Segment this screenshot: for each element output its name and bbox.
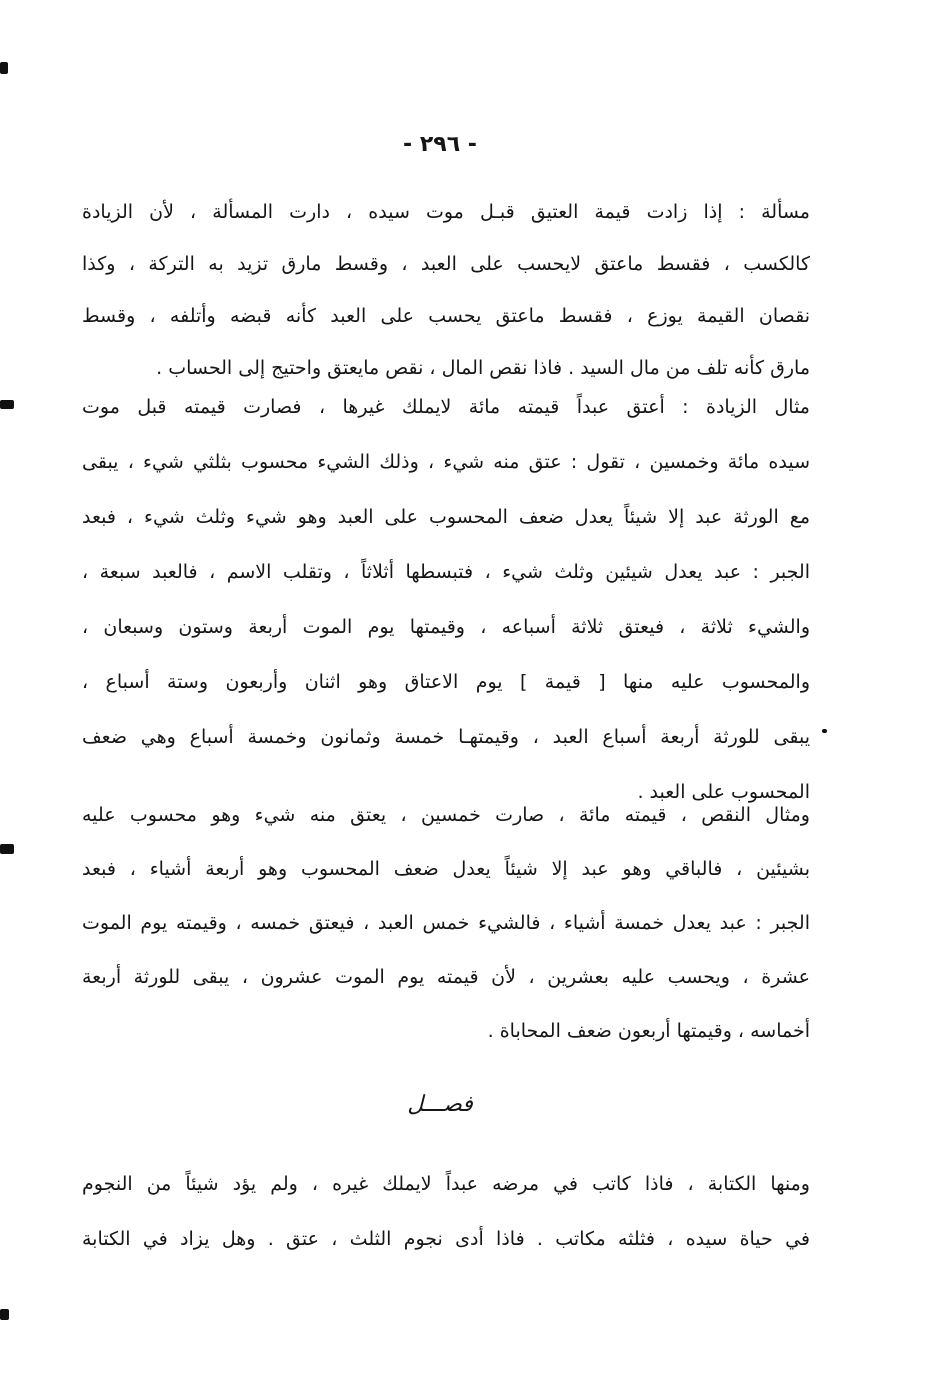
text-line: نقصان القيمة يوزع ، فقسط ماعتق يحسب على العبد كأنه قبضه وأتلفه ، وقسط bbox=[82, 305, 810, 327]
text-line: في حياة سيده ، فثلثه مكاتب . فاذا أدى نجوم الثلث ، عتق . وهل يزاد في الكتابة bbox=[82, 1228, 810, 1250]
page-number: - ٢٩٦ - bbox=[403, 132, 477, 157]
text-line: الجبر : عبد يعدل خمسة أشياء ، فالشيء خمس العبد ، فيعتق خمسه ، وقيمته يوم الموت bbox=[82, 912, 810, 934]
text-line: مارق كأنه تلف من مال السيد . فاذا نقص المال ، نقص مايعتق واحتيج إلى الحساب . bbox=[156, 357, 810, 379]
text-line: ومثال النقص ، قيمته مائة ، صارت خمسين ، يعتق منه شيء وهو محسوب عليه bbox=[82, 804, 810, 826]
scan-mark bbox=[0, 1309, 9, 1320]
text-line: مسألة : إذا زادت قيمة العتيق قبـل موت سيده ، دارت المسألة ، لأن الزيادة bbox=[82, 201, 810, 223]
paragraph-issue bbox=[82, 186, 810, 394]
paragraph-decrease-example bbox=[82, 788, 810, 1058]
scan-mark bbox=[0, 844, 14, 854]
text-line: المحسوب على العبد . bbox=[637, 781, 810, 803]
section-heading: فصـــل bbox=[407, 1092, 473, 1117]
text-line: أخماسه ، وقيمتها أربعون ضعف المحاباة . bbox=[487, 1020, 810, 1042]
scan-mark bbox=[0, 62, 8, 74]
text-line: سيده مائة وخمسين ، تقول : عتق منه شيء ، وذلك الشيء محسوب بثلثي شيء ، يبقى bbox=[82, 451, 810, 473]
text-line: عشرة ، ويحسب عليه بعشرين ، لأن قيمته يوم الموت عشرون ، يبقى للورثة أربعة bbox=[82, 966, 810, 988]
text-line: يبقى للورثة أربعة أسباع العبد ، وقيمتهـا خمسة وثمانون وخمسة أسباع وهي ضعف bbox=[82, 726, 810, 748]
text-line: والشيء ثلاثة ، فيعتق ثلاثة أسباعه ، وقيمتها يوم الموت أربعة وستون وسبعان ، bbox=[82, 616, 810, 638]
paragraph-increase-example bbox=[82, 380, 810, 820]
text-line: كالكسب ، فقسط ماعتق لايحسب على العبد ، وقسط مارق تزيد به التركة ، وكذا bbox=[82, 253, 810, 275]
text-line: والمحسوب عليه منها [ قيمة ] يوم الاعتاق وهو اثنان وأربعون وستة أسباع ، bbox=[82, 671, 810, 693]
text-line: ومنها الكتابة ، فاذا كاتب في مرضه عبداً لايملك غيره ، ولم يؤد شيئاً من النجوم bbox=[82, 1173, 810, 1195]
scan-mark bbox=[822, 729, 827, 733]
scan-mark bbox=[0, 400, 14, 409]
text-line: بشيئين ، فالباقي وهو عبد إلا شيئاً يعدل ضعف المحسوب وهو أربعة أشياء ، فبعد bbox=[82, 858, 810, 880]
paragraph-kitaba bbox=[82, 1157, 810, 1267]
text-line: مثال الزيادة : أعتق عبداً قيمته مائة لايملك غيرها ، فصارت قيمته قبل موت bbox=[82, 396, 810, 418]
text-line: مع الورثة عبد إلا شيئاً يعدل ضعف المحسوب على العبد وهو شيء وثلث شيء ، فبعد bbox=[82, 506, 810, 528]
text-line: الجبر : عبد يعدل شيئين وثلث شيء ، فتبسطها أثلاثاً ، وتقلب الاسم ، فالعبد سبعة ، bbox=[82, 561, 810, 583]
